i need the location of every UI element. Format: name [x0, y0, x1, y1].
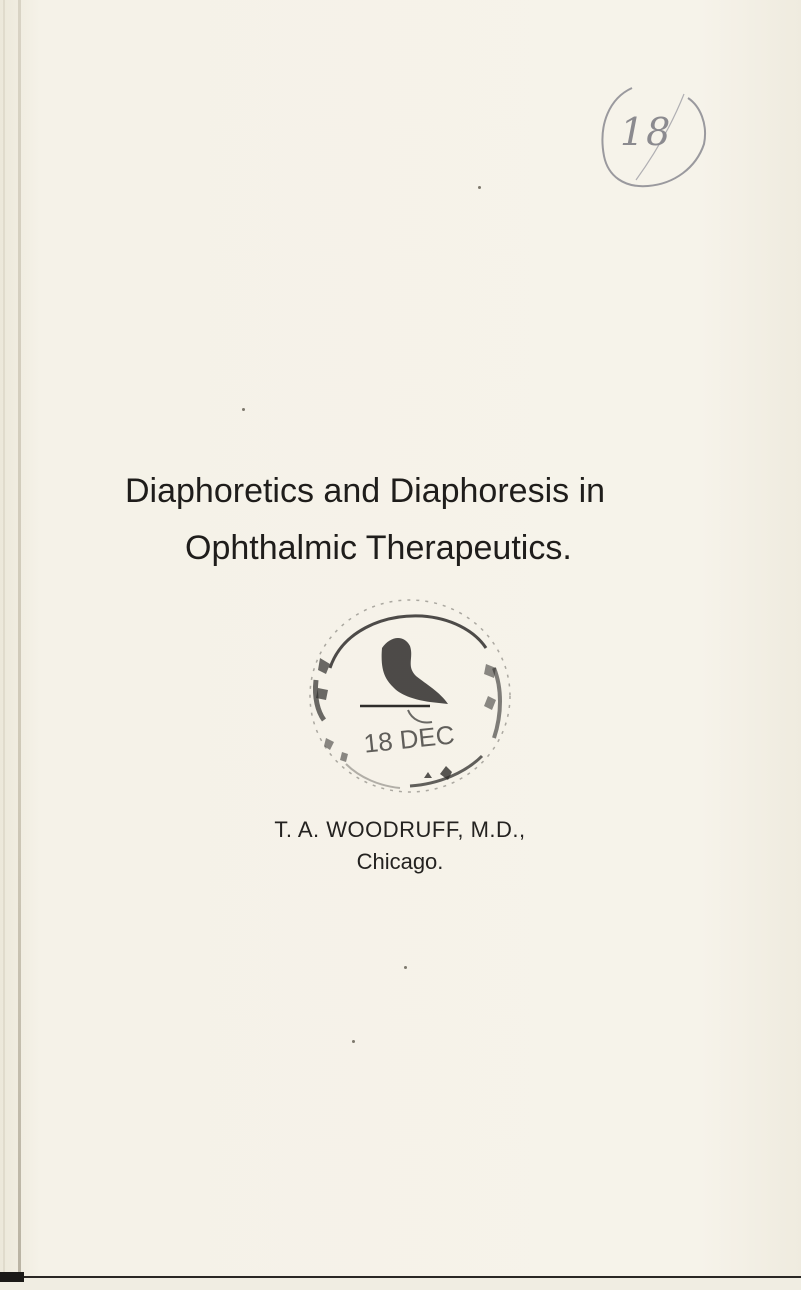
binding-edge — [18, 0, 21, 1290]
paper-speck — [242, 408, 245, 411]
library-stamp — [290, 588, 530, 808]
binding-edge-shadow — [3, 0, 5, 1290]
stamp-date: 18 DEC — [362, 719, 456, 759]
bottom-margin — [0, 1278, 801, 1290]
author-name: T. A. WOODRUFF, M.D., — [274, 817, 526, 842]
title-line-2: Ophthalmic Therapeutics. — [185, 529, 572, 567]
paper-speck — [352, 1040, 355, 1043]
publication-place: Chicago. — [356, 849, 444, 874]
title-line-1: Diaphoretics and Diaphoresis in — [125, 472, 606, 510]
paper-speck — [404, 966, 407, 969]
document-title — [125, 463, 765, 577]
paper-speck — [478, 186, 481, 189]
binding-corner-mark — [0, 1272, 24, 1282]
handwritten-shelfmark: 18 — [620, 110, 673, 154]
